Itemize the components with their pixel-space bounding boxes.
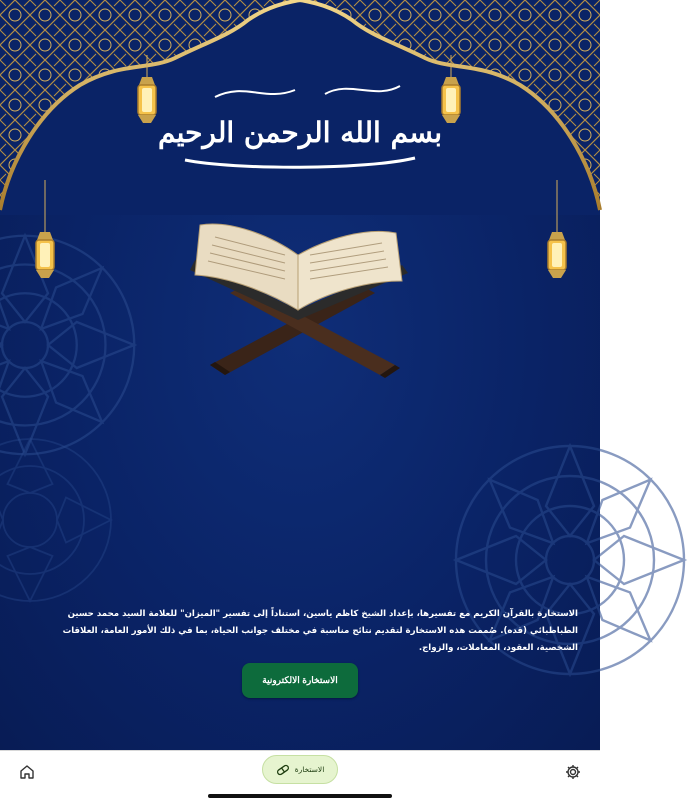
lantern-icon xyxy=(30,180,60,282)
home-icon[interactable] xyxy=(18,763,36,781)
basmala-text: بسم الله الرحمن الرحيم xyxy=(158,116,442,149)
mandala-decoration-bottom-left xyxy=(0,430,120,610)
quran-on-stand-image xyxy=(170,215,435,380)
tab-istikhara-label: الاستخارة xyxy=(294,765,325,774)
home-indicator xyxy=(208,794,392,798)
bottom-tab-bar xyxy=(0,750,600,800)
capsule-icon xyxy=(276,763,290,777)
mandala-decoration-left xyxy=(0,230,140,460)
gear-icon[interactable] xyxy=(564,763,582,781)
basmala-calligraphy xyxy=(158,72,442,177)
electronic-istikhara-button[interactable]: الاستخارة الالكترونية xyxy=(242,663,358,698)
tab-istikhara[interactable] xyxy=(262,755,338,784)
intro-description: الاستخارة بالقرآن الكريم مع تفسيرها، بإعداد الشيخ كاظم ياسين، استناداً إلى تفسير "الميزان" للعلامة السيد محمد حسين الطباطبائي (قده). صُممت هذه الاستخارة لتقديم نتائج مناسبة في مختلف جوانب الحياة، بما في ذلك الأمور العامة، العلاقات الشخصية، العقود، المعاملات، والزواج. xyxy=(62,609,578,653)
lantern-icon xyxy=(542,180,572,282)
